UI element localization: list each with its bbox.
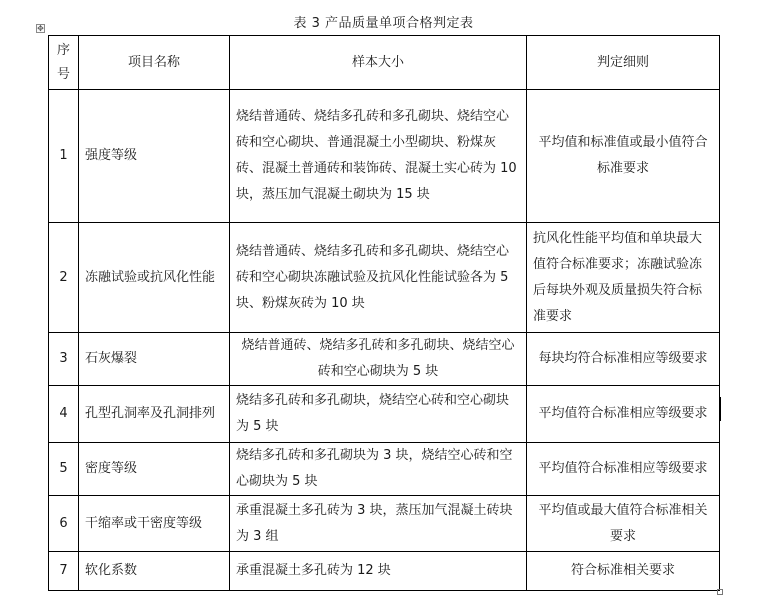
- row-rule: 平均值符合标准相应等级要求: [527, 386, 720, 443]
- header-seq-line1: 序: [56, 42, 70, 58]
- header-size: 样本大小: [230, 36, 527, 90]
- table-row: [49, 223, 720, 333]
- row-seq: 6: [49, 496, 79, 552]
- table-header-row: [49, 36, 720, 90]
- text-cursor: [719, 397, 721, 421]
- row-seq: 7: [49, 552, 79, 591]
- row-rule: 每块均符合标准相应等级要求: [527, 333, 720, 386]
- table-row: [49, 90, 720, 223]
- table-row: [49, 443, 720, 496]
- row-seq: 1: [49, 90, 79, 223]
- header-seq-line2: 号: [56, 66, 70, 82]
- row-size: 烧结普通砖、烧结多孔砖和多孔砌块、烧结空心砖和空心砌块、普通混凝土小型砌块、粉煤灰砖、混凝土普通砖和装饰砖、混凝土实心砖为 10 块，蒸压加气混凝土砌块为 15 块: [230, 90, 527, 223]
- row-name: 冻融试验或抗风化性能: [79, 223, 230, 333]
- row-name: 孔型孔洞率及孔洞排列: [79, 386, 230, 443]
- header-rule: 判定细则: [527, 36, 720, 90]
- row-size: 烧结普通砖、烧结多孔砖和多孔砌块、烧结空心砖和空心砌块冻融试验及抗风化性能试验各为 5 块、粉煤灰砖为 10 块: [230, 223, 527, 333]
- row-rule: 抗风化性能平均值和单块最大值符合标准要求；冻融试验冻后每块外观及质量损失符合标准要求: [527, 223, 720, 333]
- row-size: 承重混凝土多孔砖为 3 块，蒸压加气混凝土砖块为 3 组: [230, 496, 527, 552]
- table-row: [49, 333, 720, 386]
- row-name: 强度等级: [79, 90, 230, 223]
- row-rule: 平均值和标准值或最小值符合标准要求: [527, 90, 720, 223]
- row-seq: 3: [49, 333, 79, 386]
- row-name: 软化系数: [79, 552, 230, 591]
- table-move-handle-icon[interactable]: ✥: [37, 24, 44, 33]
- header-seq: [49, 36, 79, 90]
- row-rule: 符合标准相关要求: [527, 552, 720, 591]
- table-row: [49, 552, 720, 591]
- table-caption: 表 3 产品质量单项合格判定表: [293, 16, 474, 31]
- row-rule: 平均值符合标准相应等级要求: [527, 443, 720, 496]
- row-seq: 5: [49, 443, 79, 496]
- row-name: 密度等级: [79, 443, 230, 496]
- row-size: 烧结多孔砖和多孔砌块为 3 块，烧结空心砖和空心砌块为 5 块: [230, 443, 527, 496]
- row-name: 干缩率或干密度等级: [79, 496, 230, 552]
- header-name: 项目名称: [79, 36, 230, 90]
- table-row: [49, 496, 720, 552]
- table-row: [49, 386, 720, 443]
- row-rule: 平均值或最大值符合标准相关要求: [527, 496, 720, 552]
- row-size: 承重混凝土多孔砖为 12 块: [230, 552, 527, 591]
- table-resize-handle-icon[interactable]: [717, 589, 723, 595]
- row-size: 烧结普通砖、烧结多孔砖和多孔砌块、烧结空心砖和空心砌块为 5 块: [230, 333, 527, 386]
- row-size: 烧结多孔砖和多孔砌块，烧结空心砖和空心砌块为 5 块: [230, 386, 527, 443]
- row-seq: 4: [49, 386, 79, 443]
- row-seq: 2: [49, 223, 79, 333]
- row-name: 石灰爆裂: [79, 333, 230, 386]
- quality-judgement-table: [48, 35, 720, 591]
